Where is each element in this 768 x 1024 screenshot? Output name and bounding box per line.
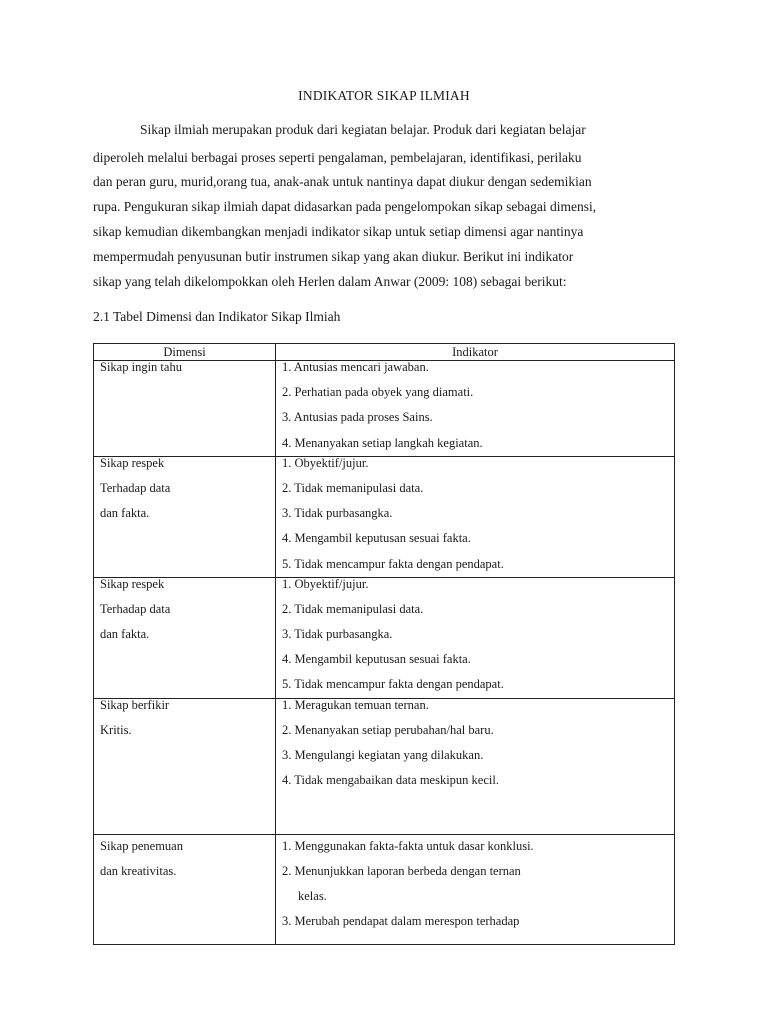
paragraph-line: Sikap ilmiah merupakan produk dari kegiatan belajar. Produk dari kegiatan belajar xyxy=(140,122,586,137)
table-caption: 2.1 Tabel Dimensi dan Indikator Sikap Ilmiah xyxy=(93,309,341,324)
table-row xyxy=(94,698,675,834)
indikator-item: 4. Mengambil keputusan sesuai fakta. xyxy=(282,531,471,546)
table-row xyxy=(94,834,675,944)
indikator-item: 2. Tidak memanipulasi data. xyxy=(282,480,424,495)
indikator-item: 4. Mengambil keputusan sesuai fakta. xyxy=(282,652,471,667)
indikator-item: 2. Menunjukkan laporan berbeda dengan ternan xyxy=(282,863,521,878)
indikator-item: 4. Menanyakan setiap langkah kegiatan. xyxy=(282,435,483,450)
table-row xyxy=(94,361,675,457)
paragraph-line: diperoleh melalui berbagai proses seperti pengalaman, pembelajaran, identifikasi, perilaku xyxy=(93,150,582,165)
dimensi-text: dan fakta. xyxy=(100,627,150,642)
dimensi-text: Terhadap data xyxy=(100,601,171,616)
paragraph-line: rupa. Pengukuran sikap ilmiah dapat didasarkan pada pengelompokan sikap sebagai dimensi, xyxy=(93,199,597,214)
indikator-item: 5. Tidak mencampur fakta dengan pendapat. xyxy=(282,677,504,692)
indikator-item: 2. Perhatian pada obyek yang diamati. xyxy=(282,385,474,400)
dimensi-cell xyxy=(94,834,276,944)
indikator-item: 5. Tidak mencampur fakta dengan pendapat. xyxy=(282,556,504,571)
indikator-item: 2. Menanyakan setiap perubahan/hal baru. xyxy=(282,722,494,737)
table-row xyxy=(94,456,675,577)
indikator-item: 3. Merubah pendapat dalam merespon terhadap xyxy=(282,914,520,929)
dimensi-text: dan kreativitas. xyxy=(100,863,177,878)
indikator-item: kelas. xyxy=(298,889,327,903)
indikator-item: 4. Tidak mengabaikan data meskipun kecil. xyxy=(282,773,499,788)
indikator-item: 3. Tidak purbasangka. xyxy=(282,627,393,642)
dimensi-text: Kritis. xyxy=(100,722,132,737)
indikator-item: 3. Antusias pada proses Sains. xyxy=(282,410,433,425)
indikator-cell xyxy=(276,834,675,944)
indikator-item: 1. Obyektif/jujur. xyxy=(282,455,369,470)
dimensi-text: Sikap berfikir xyxy=(100,697,170,712)
indikator-cell xyxy=(276,456,675,577)
paragraph-line: sikap yang telah dikelompokkan oleh Herlen dalam Anwar (2009: 108) sebagai berikut: xyxy=(93,274,567,289)
indikator-item: 1. Menggunakan fakta-fakta untuk dasar konklusi. xyxy=(282,838,534,853)
indicator-table xyxy=(93,343,675,945)
indikator-cell xyxy=(276,361,675,457)
dimensi-text: Sikap respek xyxy=(100,576,165,591)
dimensi-text: Sikap penemuan xyxy=(100,838,183,853)
indikator-item: 1. Obyektif/jujur. xyxy=(282,576,369,591)
dimensi-text: Sikap ingin tahu xyxy=(100,360,182,374)
paragraph-line: sikap kemudian dikembangkan menjadi indikator sikap untuk setiap dimensi agar nantinya xyxy=(93,224,584,239)
indikator-item: 3. Mengulangi kegiatan yang dilakukan. xyxy=(282,748,484,762)
indikator-cell xyxy=(276,577,675,698)
dimensi-text: Terhadap data xyxy=(100,480,171,495)
dimensi-cell xyxy=(94,698,276,834)
paragraph-line: mempermudah penyusunan butir instrumen sikap yang akan diukur. Berikut ini indikator xyxy=(93,249,574,264)
indikator-item: 2. Tidak memanipulasi data. xyxy=(282,601,424,616)
table-row xyxy=(94,577,675,698)
indikator-item: 1. Antusias mencari jawaban. xyxy=(282,360,429,374)
dimensi-cell xyxy=(94,361,276,457)
indikator-cell xyxy=(276,698,675,834)
page-title: INDIKATOR SIKAP ILMIAH xyxy=(298,88,470,103)
indikator-item: 3. Tidak purbasangka. xyxy=(282,506,393,521)
header-dimensi: Dimensi xyxy=(94,344,276,361)
dimensi-text: dan fakta. xyxy=(100,506,150,521)
paragraph-line: dan peran guru, murid,orang tua, anak-anak untuk nantinya dapat diukur dengan sedemikian xyxy=(93,174,592,189)
header-indikator: Indikator xyxy=(276,344,675,361)
dimensi-cell xyxy=(94,456,276,577)
dimensi-cell xyxy=(94,577,276,698)
indikator-item: 1. Meragukan temuan ternan. xyxy=(282,697,429,712)
dimensi-text: Sikap respek xyxy=(100,455,165,470)
